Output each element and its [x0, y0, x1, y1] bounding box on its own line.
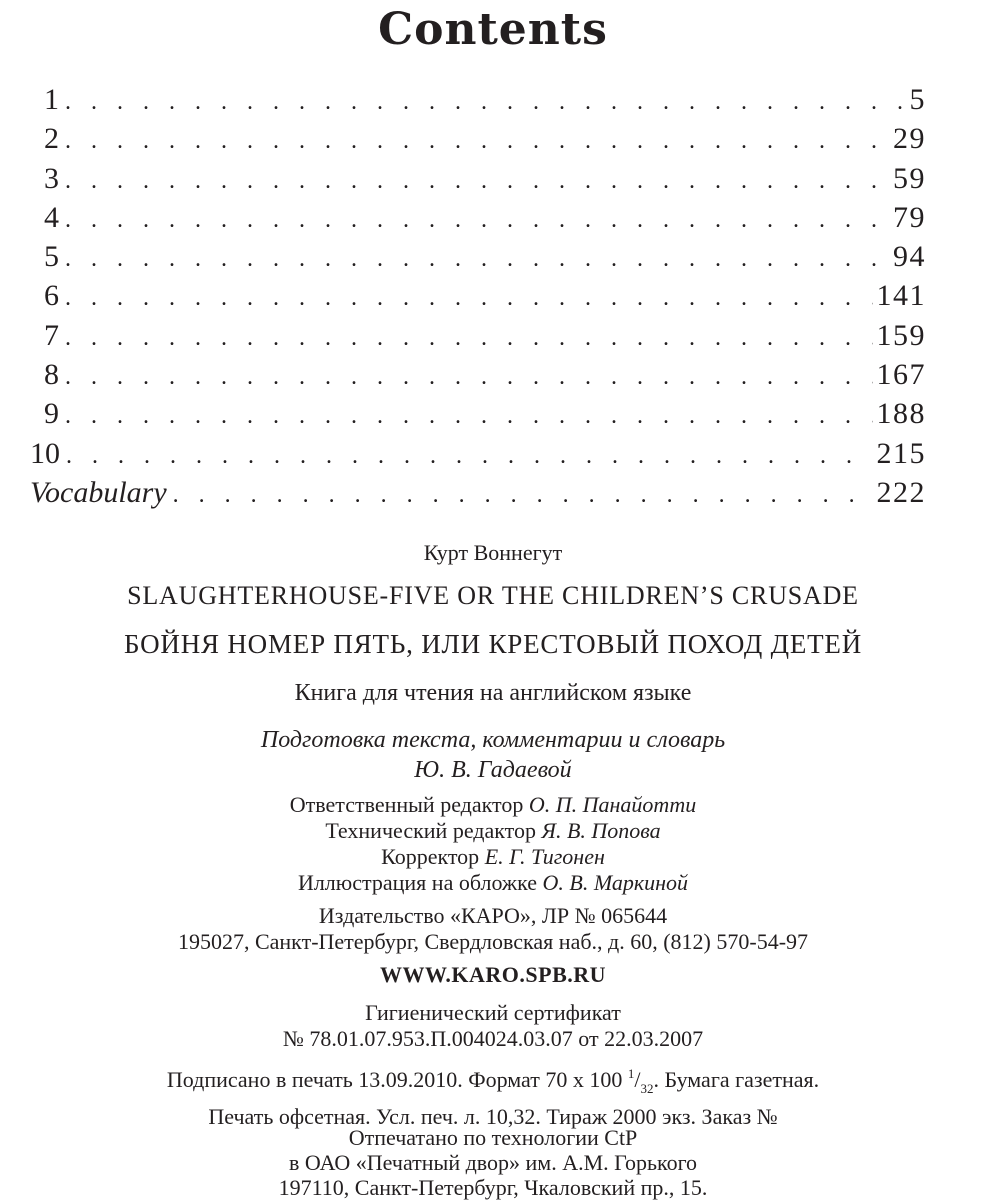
toc-entry-page: 94	[893, 240, 926, 274]
publisher-license: Издательство «КАРО», ЛР № 065644	[318, 903, 668, 928]
toc-entry	[30, 119, 926, 158]
print-run-line: Печать офсетная. Усл. печ. л. 10,32. Тираж 2000 экз. Заказ №	[208, 1104, 778, 1129]
preparation-line: Подготовка текста, комментарии и словарь	[260, 727, 726, 753]
printing-house: в ОАО «Печатный двор» им. А.М. Горького	[288, 1150, 698, 1175]
table-of-contents	[30, 80, 926, 512]
text-preparation-credit	[0, 725, 986, 785]
staff-line	[0, 818, 986, 844]
toc-dot-leader	[65, 201, 889, 240]
print-specifications	[0, 1060, 986, 1131]
toc-dot-leader	[66, 437, 873, 476]
format-slash: /	[634, 1067, 641, 1092]
printing-house-info	[0, 1125, 986, 1200]
toc-entry-vocabulary	[30, 473, 926, 512]
toc-entry-label: 1	[44, 83, 59, 116]
toc-entry	[30, 434, 926, 473]
paper-type: . Бумага газетная.	[653, 1067, 820, 1092]
toc-entry-page: 167	[876, 358, 926, 392]
staff-role: Ответственный редактор	[289, 792, 524, 817]
staff-line	[0, 844, 986, 870]
toc-entry	[30, 394, 926, 433]
toc-dot-leader	[65, 122, 889, 161]
toc-entry-label: 3	[44, 161, 59, 195]
toc-entry-page: 79	[893, 200, 926, 234]
staff-name: Е. Г. Тигонен	[484, 844, 605, 869]
toc-entry	[30, 159, 926, 198]
toc-dot-leader	[65, 358, 873, 397]
toc-entry-label: 4	[44, 200, 59, 234]
toc-entry	[30, 80, 926, 119]
editorial-staff	[0, 792, 986, 896]
toc-entry-page: 215	[876, 436, 926, 470]
toc-entry	[30, 355, 926, 394]
format-numerator: 1	[627, 1066, 635, 1081]
toc-entry	[30, 237, 926, 276]
staff-name: О. В. Маркиной	[542, 870, 689, 895]
staff-line	[0, 792, 986, 818]
staff-role: Технический редактор	[325, 818, 536, 843]
certificate-title: Гигиенический сертификат	[365, 1000, 621, 1025]
toc-entry-label: 9	[44, 397, 59, 431]
staff-name: Я. В. Попова	[541, 818, 661, 843]
printing-technology: Отпечатано по технологии CtP	[348, 1125, 638, 1150]
signed-text: Подписано в печать 13.09.2010. Формат 70 х 100	[166, 1067, 623, 1092]
page-title: Contents	[378, 4, 608, 55]
certificate-number: № 78.01.07.953.П.004024.03.07 от 22.03.2007	[282, 1026, 704, 1051]
toc-entry-label: Vocabulary	[30, 475, 167, 509]
publisher-info	[0, 903, 986, 955]
hygiene-certificate	[0, 1000, 986, 1052]
toc-entry-page: 29	[893, 122, 926, 156]
format-denominator: 32	[640, 1081, 654, 1096]
book-title-english: SLAUGHTERHOUSE-FIVE OR THE CHILDREN’S CRUSADE	[127, 581, 859, 610]
staff-line	[0, 870, 986, 896]
toc-entry-label: 5	[44, 240, 59, 274]
toc-dot-leader	[65, 162, 889, 201]
signed-to-print-line	[0, 1060, 986, 1103]
toc-entry-label: 7	[44, 318, 59, 352]
staff-role: Иллюстрация на обложке	[297, 870, 538, 895]
toc-entry-page: 5	[909, 83, 926, 116]
toc-entry	[30, 316, 926, 355]
toc-dot-leader	[65, 279, 873, 318]
toc-entry-label: 10	[30, 436, 60, 470]
toc-entry	[30, 276, 926, 315]
toc-entry-page: 159	[876, 318, 926, 352]
book-subtitle: Книга для чтения на английском языке	[294, 680, 692, 706]
toc-entry-page: 59	[893, 161, 926, 195]
toc-dot-leader	[173, 476, 873, 515]
toc-dot-leader	[65, 319, 873, 358]
toc-entry-label: 6	[44, 279, 59, 313]
author-name: Курт Воннегут	[423, 540, 563, 565]
publisher-address: 195027, Санкт-Петербург, Свердловская наб., д. 60, (812) 570-54-97	[177, 929, 809, 954]
book-title-russian: БОЙНЯ НОМЕР ПЯТЬ, ИЛИ КРЕСТОВЫЙ ПОХОД ДЕТЕЙ	[124, 629, 862, 659]
toc-entry-label: 2	[44, 122, 59, 156]
toc-dot-leader	[65, 83, 906, 122]
publisher-website: WWW.KARO.SPB.RU	[379, 962, 607, 987]
preparation-name: Ю. В. Гадаевой	[414, 757, 572, 783]
toc-entry-page: 141	[876, 279, 926, 313]
staff-role: Корректор	[381, 844, 480, 869]
printing-house-address: 197110, Санкт-Петербург, Чкаловский пр., 15.	[278, 1175, 708, 1200]
toc-entry-label: 8	[44, 358, 59, 392]
toc-dot-leader	[65, 397, 873, 436]
toc-dot-leader	[65, 240, 889, 279]
toc-entry	[30, 198, 926, 237]
toc-entry-page: 188	[876, 397, 926, 431]
toc-entry-page: 222	[876, 475, 926, 509]
staff-name: О. П. Панайотти	[528, 792, 697, 817]
